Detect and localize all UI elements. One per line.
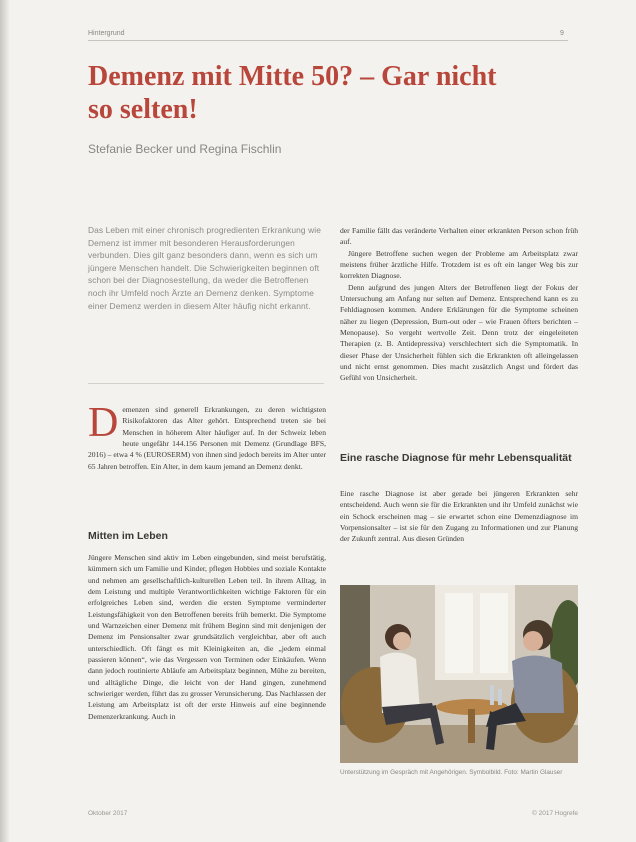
body-paragraph: Jüngere Betroffene suchen wegen der Probleme am Arbeitsplatz zwar meistens früher ärztliche Hilfe. Trotzdem ist es oft ein langer Weg bis zur korrekten Diagnose. — [340, 248, 578, 281]
page-number: 9 — [560, 30, 564, 37]
article-photo — [340, 585, 578, 763]
intro-text: emenzen sind generell Erkrankungen, zu deren wichtigsten Risikofaktoren das Alter gehört. Entsprechend treten sie bei Menschen in höherem Alter häufiger auf. In der Schweiz leben heute ungefähr 144.156 Personen mit Demenz (Grundlage BFS, 2016) – etwa 4 % (EUROSERM) von ihnen sind jedoch bereits im Alter unter 65 Jahren betroffen. Ein Alter, in dem kaum jemand an Demenz denkt. — [88, 405, 326, 471]
drop-cap: D — [88, 400, 119, 446]
photo-illustration — [340, 585, 578, 763]
article-title: Demenz mit Mitte 50? – Gar nicht so selten! — [88, 61, 497, 125]
section-rubric: Hintergrund — [88, 30, 125, 37]
header-rule — [88, 40, 568, 41]
lead-divider — [88, 383, 324, 384]
footer-copyright: © 2017 Hogrefe — [532, 810, 578, 817]
footer-issue: Oktober 2017 — [88, 810, 128, 817]
intro-paragraph — [88, 400, 326, 472]
section-body-mitten-im-leben — [88, 552, 326, 792]
photo-caption: Unterstützung im Gespräch mit Angehörigen. Symbolbild. Foto: Martin Glauser — [340, 769, 563, 776]
section-heading-rasche-diagnose: Eine rasche Diagnose für mehr Lebensqualität — [340, 452, 572, 464]
right-column-text — [340, 225, 578, 384]
section-heading-mitten-im-leben: Mitten im Leben — [88, 530, 168, 542]
body-paragraph: Denn aufgrund des jungen Alters der Betroffenen liegt der Fokus der Untersuchung am Anfang nur selten auf Demenz. Entsprechend kann es zu Fehldiagnosen kommen. Andere Erklärungen für die Symptome scheinen näher zu liegen (Depression, Burn-out oder – wie Frauen öfters berichten – Menopause). So vergeht wertvolle Zeit. Denn trotz der eingeleiteten Therapien (z. B. Antidepressiva) verschlechtert sich die Symptomatik. In dieser Phase der Unsicherheit fühlen sich die Erkrankten oft alleingelassen und nicht ernst genommen. Dies macht zusätzlich Angst und fördert das Gefühl von Unsicherheit. — [340, 282, 578, 383]
article-authors: Stefanie Becker und Regina Fischlin — [88, 142, 282, 156]
section-body-rasche-diagnose — [340, 488, 578, 545]
article-lead: Das Leben mit einer chronisch progredienten Erkrankung wie Demenz ist immer mit besonderen Herausforderungen verbunden. Dies gilt ganz besonders dann, wenn es sich um jüngere Menschen handelt. Die Schwierigkeiten beginnen oft schon bei der Diagnosestellung, da weder die Betroffenen noch ihr Umfeld noch Ärzte an Demenz denken. Symptome einer Demenz werden in diesem Alter häufig nicht erkannt. — [88, 225, 321, 311]
body-paragraph: Jüngere Menschen sind aktiv im Leben eingebunden, sind meist berufstätig, kümmern sich um Familie und Kinder, pflegen Hobbies und soziale Kontakte und nehmen am gesellschaftlich-kulturellen Leben teil. In ihrem Alltag, in dem Leistung und multiple Verantwortlichkeiten wichtige Faktoren für ein erfolgreiches Leben sind, werden die ersten Symptome verminderter Leistungsfähigkeit von den Betroffenen bereits früh bemerkt. Die Symptome und Warnzeichen einer Demenz mit frühem Beginn sind mit denjenigen der Demenz im Pensionsalter zwar grundsätzlich vergleichbar, aber oft auch unterschiedlich. Oft fängt es mit Kleinigkeiten an, die „jedem einmal passieren können“, wie das Vergessen von Terminen oder Einkäufen. Wenn dann jedoch routinierte Abläufe am Arbeitsplatz beginnen, Mühe zu bereiten, und alltägliche Dinge, die leicht von der Hand gingen, zunehmend schwieriger werden, führt das zu grosser Verunsicherung. Das Nachlassen der Leistung am Arbeitsplatz ist oft der erste Hinweis auf eine beginnende Demenzerkrankung. Auch in — [88, 553, 326, 721]
body-paragraph: Eine rasche Diagnose ist aber gerade bei jüngeren Erkrankten sehr entscheidend. Auch wenn sie für die Erkrankten und ihr Umfeld zunächst wie ein Schock erscheinen mag – sie erwartet schon eine Demenzdiagnose im Vorpensionsalter – ist sie für den Zugang zu Informationen und zur Planung der Zukunft zentral. Aus diesen Gründen — [340, 489, 578, 544]
body-paragraph: der Familie fällt das veränderte Verhalten einer erkrankten Person schon früh auf. — [340, 226, 578, 247]
page-edge-shadow — [0, 0, 10, 842]
